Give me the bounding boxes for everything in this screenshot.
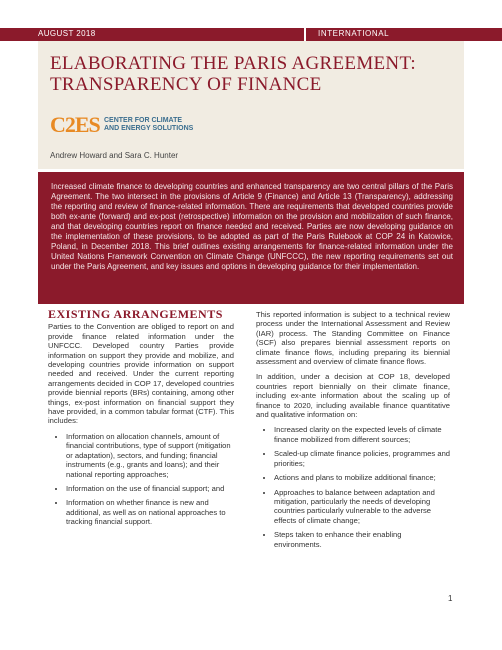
- body-paragraph: In addition, under a decision at COP 18, developed countries report biennially on their climate finance, including ex-ante information about the scaling up of finance to 2020, including available finance quantitative and qualitative information on:: [256, 372, 450, 420]
- section-heading: EXISTING ARRANGEMENTS: [48, 307, 223, 321]
- list-item: • Approaches to balance between adaptation and mitigation, particularly the needs of developing countries particularly vulnerable to the adverse effects of climate change;: [274, 488, 450, 526]
- logo-wordmark: [104, 117, 193, 133]
- title-line-1: ELABORATING THE PARIS AGREEMENT:: [50, 53, 416, 74]
- list-item: • Actions and plans to mobilize additional finance;: [274, 473, 450, 482]
- list-item: • Steps taken to enhance their enabling environments.: [274, 530, 450, 549]
- logo-line-2: AND ENERGY SOLUTIONS: [104, 125, 194, 132]
- right-column: [256, 310, 450, 554]
- c2es-logo-icon: C2ES: [50, 112, 100, 137]
- list-item: • Information on whether finance is new and additional, as well as on national approaches to tracking financial support.: [66, 498, 234, 526]
- bullet-list: [48, 432, 234, 527]
- document-title: [50, 53, 450, 95]
- list-item: • Increased clarity on the expected levels of climate finance mobilized from different sources;: [274, 425, 450, 444]
- bullet-list: [256, 425, 450, 548]
- page-number: 1: [448, 594, 453, 603]
- header-divider: [304, 28, 306, 41]
- title-line-2: TRANSPARENCY OF FINANCE: [50, 74, 322, 95]
- authors: Andrew Howard and Sara C. Hunter: [50, 151, 179, 160]
- header-bar: [0, 28, 502, 41]
- list-item: • Information on allocation channels, amount of financial contributions, type of support (mitigation or adaptation), sectors, and funding; financial instruments (e.g., grants and loans); and their national reporting approaches;: [66, 432, 234, 479]
- left-column: [48, 307, 234, 532]
- list-item: • Scaled-up climate finance policies, programmes and priorities;: [274, 449, 450, 468]
- body-paragraph: Parties to the Convention are obliged to report on and provide finance related information under the UNFCCC. Developed country Parties provide information on support they provide and mobilize, and developing countries provide information on support needed and received. Under the current reporting arrangements decided in COP 17, developed countries provide biennial reports (BRs) containing, among other things, ex-post information on financial support they have provided, in a common tabular format (CTF). This includes:: [48, 322, 234, 426]
- abstract-box: [38, 172, 464, 304]
- section-tag: INTERNATIONAL: [318, 29, 390, 38]
- publication-date: AUGUST 2018: [38, 29, 96, 38]
- abstract-text: Increased climate finance to developing countries and enhanced transparency are two central pillars of the Paris Agreement. The two intersect in the provisions of Article 9 (Finance) and Article 13 (Transparency), addressing the reporting and review of finance-related information. There are requirements that developed countries provide both ex-ante (forward) and ex-post (retrospective) information on the provision and mobilization of such finance, and that developing countries report on finance needed and received. Parties are now developing guidance on the implementation of these provisions, to be adopted as part of the Paris Rulebook at COP 24 in Katowice, Poland, in December 2018. This brief outlines existing arrangements for finance-related information under the United Nations Framework Convention on Climate Change (UNFCCC), the new reporting requirements set out under the Paris Agreement, and key issues and options in developing guidance for their implementation.: [51, 182, 453, 271]
- title-panel: [38, 41, 464, 169]
- body-paragraph: This reported information is subject to a technical review process under the International Assessment and Review (IAR) process. The Standing Committee on Finance (SCF) also prepares biennial assessment reports on climate finance flows, including preparing its biennial assessment and overview of climate finance flows.: [256, 310, 450, 367]
- list-item: • Information on the use of financial support; and: [66, 484, 234, 493]
- logo-line-1: CENTER FOR CLIMATE: [104, 117, 183, 124]
